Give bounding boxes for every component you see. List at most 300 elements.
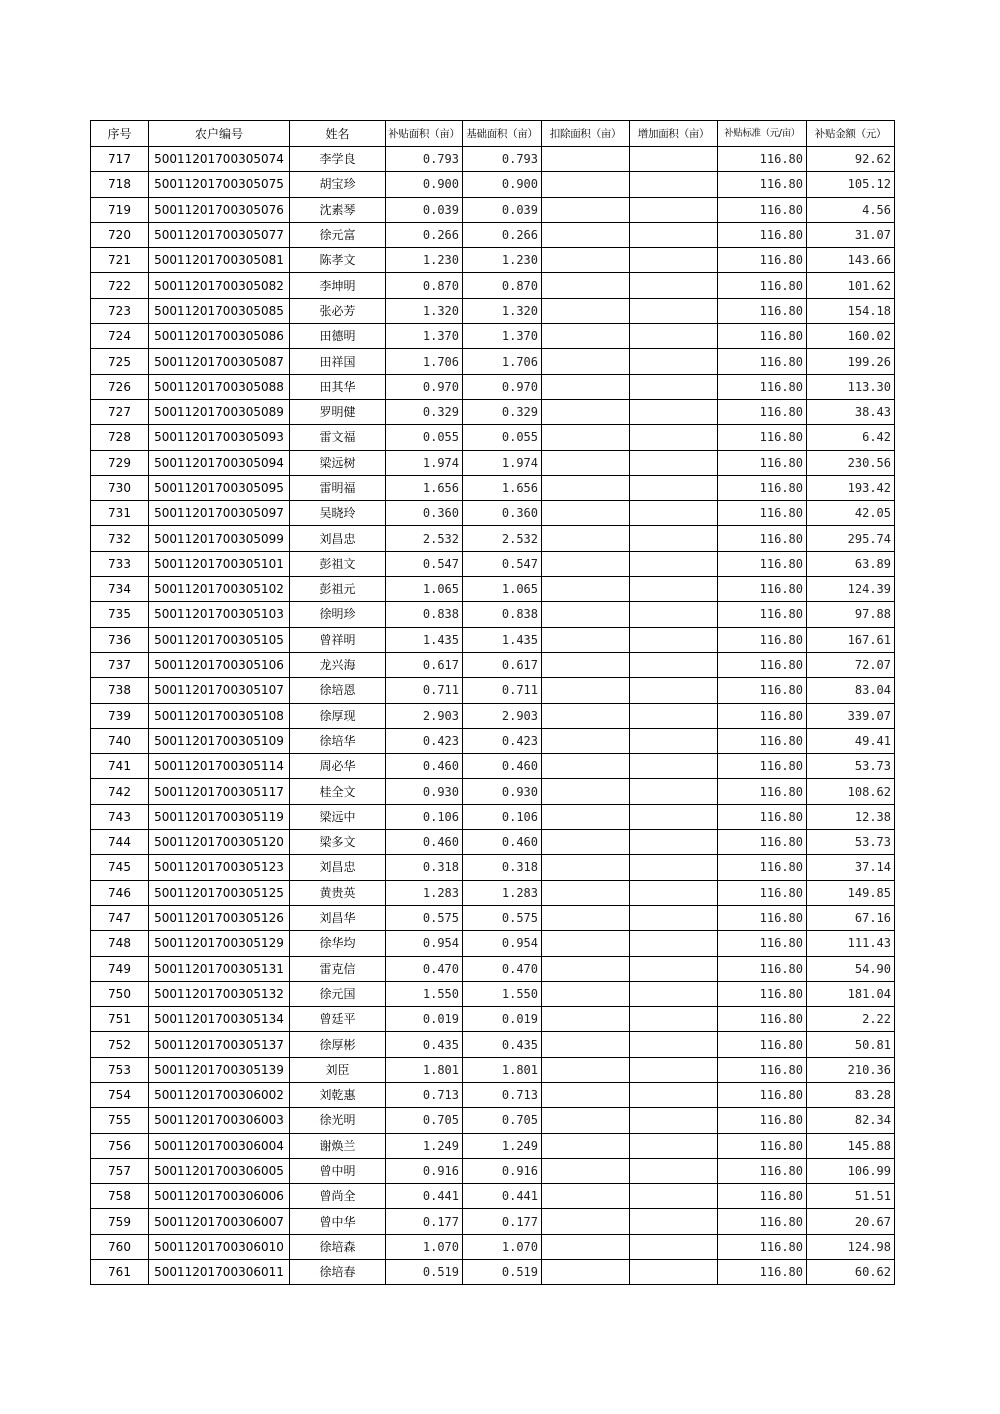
cell-name: 彭祖元 [290, 577, 386, 602]
cell-household-id: 50011201700305087 [149, 349, 290, 374]
cell-added-area [630, 450, 718, 475]
cell-subsidy-area: 0.711 [386, 678, 463, 703]
cell-deducted-area [542, 1234, 630, 1259]
table-row [91, 577, 895, 602]
cell-index: 754 [91, 1082, 149, 1107]
cell-household-id: 50011201700305093 [149, 425, 290, 450]
cell-deducted-area [542, 1032, 630, 1057]
cell-added-area [630, 1260, 718, 1285]
table-row [91, 830, 895, 855]
cell-added-area [630, 804, 718, 829]
cell-household-id: 50011201700306011 [149, 1260, 290, 1285]
cell-household-id: 50011201700305134 [149, 1007, 290, 1032]
cell-name: 黄贵英 [290, 880, 386, 905]
cell-index: 741 [91, 754, 149, 779]
cell-household-id: 50011201700305123 [149, 855, 290, 880]
table-row [91, 551, 895, 576]
cell-added-area [630, 324, 718, 349]
cell-added-area [630, 1209, 718, 1234]
cell-name: 徐培华 [290, 728, 386, 753]
cell-base-area: 0.318 [463, 855, 542, 880]
cell-subsidy-amount: 4.56 [807, 197, 895, 222]
cell-subsidy-area: 0.177 [386, 1209, 463, 1234]
cell-deducted-area [542, 779, 630, 804]
cell-subsidy-amount: 124.98 [807, 1234, 895, 1259]
table-row [91, 804, 895, 829]
cell-subsidy-area: 0.423 [386, 728, 463, 753]
cell-deducted-area [542, 1209, 630, 1234]
col-header-name: 姓名 [290, 121, 386, 147]
cell-name: 田祥国 [290, 349, 386, 374]
cell-name: 徐培森 [290, 1234, 386, 1259]
cell-name: 吴晓玲 [290, 501, 386, 526]
cell-added-area [630, 931, 718, 956]
cell-index: 756 [91, 1133, 149, 1158]
cell-subsidy-rate: 116.80 [718, 1007, 807, 1032]
cell-subsidy-rate: 116.80 [718, 172, 807, 197]
cell-subsidy-rate: 116.80 [718, 425, 807, 450]
cell-subsidy-rate: 116.80 [718, 298, 807, 323]
cell-name: 曾中华 [290, 1209, 386, 1234]
cell-added-area [630, 652, 718, 677]
cell-deducted-area [542, 374, 630, 399]
cell-subsidy-rate: 116.80 [718, 1133, 807, 1158]
cell-subsidy-area: 0.954 [386, 931, 463, 956]
cell-base-area: 0.266 [463, 222, 542, 247]
cell-deducted-area [542, 147, 630, 172]
cell-deducted-area [542, 1108, 630, 1133]
cell-subsidy-area: 0.360 [386, 501, 463, 526]
col-header-subsidy-area: 补贴面积（亩） [386, 121, 463, 147]
cell-subsidy-rate: 116.80 [718, 374, 807, 399]
cell-name: 刘乾惠 [290, 1082, 386, 1107]
cell-deducted-area [542, 880, 630, 905]
cell-name: 徐元富 [290, 222, 386, 247]
cell-subsidy-rate: 116.80 [718, 526, 807, 551]
cell-subsidy-rate: 116.80 [718, 830, 807, 855]
cell-base-area: 0.900 [463, 172, 542, 197]
cell-subsidy-rate: 116.80 [718, 147, 807, 172]
cell-base-area: 0.575 [463, 905, 542, 930]
cell-name: 梁远树 [290, 450, 386, 475]
table-row [91, 222, 895, 247]
cell-name: 徐厚现 [290, 703, 386, 728]
cell-base-area: 0.039 [463, 197, 542, 222]
cell-deducted-area [542, 931, 630, 956]
table-row [91, 248, 895, 273]
cell-name: 曾祥明 [290, 627, 386, 652]
cell-name: 田其华 [290, 374, 386, 399]
cell-name: 胡宝珍 [290, 172, 386, 197]
cell-added-area [630, 349, 718, 374]
cell-index: 720 [91, 222, 149, 247]
table-row [91, 855, 895, 880]
cell-index: 746 [91, 880, 149, 905]
cell-subsidy-amount: 295.74 [807, 526, 895, 551]
cell-household-id: 50011201700305119 [149, 804, 290, 829]
table-row [91, 450, 895, 475]
cell-index: 744 [91, 830, 149, 855]
cell-subsidy-rate: 116.80 [718, 324, 807, 349]
cell-index: 740 [91, 728, 149, 753]
cell-subsidy-amount: 149.85 [807, 880, 895, 905]
cell-subsidy-rate: 116.80 [718, 956, 807, 981]
cell-household-id: 50011201700305088 [149, 374, 290, 399]
cell-name: 雷明福 [290, 475, 386, 500]
cell-added-area [630, 1234, 718, 1259]
cell-deducted-area [542, 425, 630, 450]
cell-subsidy-rate: 116.80 [718, 475, 807, 500]
cell-deducted-area [542, 728, 630, 753]
cell-subsidy-amount: 105.12 [807, 172, 895, 197]
cell-household-id: 50011201700305105 [149, 627, 290, 652]
table-row [91, 172, 895, 197]
table-row [91, 374, 895, 399]
cell-deducted-area [542, 652, 630, 677]
cell-household-id: 50011201700305076 [149, 197, 290, 222]
table-row [91, 1260, 895, 1285]
cell-index: 719 [91, 197, 149, 222]
cell-index: 727 [91, 399, 149, 424]
cell-subsidy-area: 0.039 [386, 197, 463, 222]
cell-household-id: 50011201700306002 [149, 1082, 290, 1107]
cell-subsidy-rate: 116.80 [718, 627, 807, 652]
cell-index: 736 [91, 627, 149, 652]
cell-index: 728 [91, 425, 149, 450]
cell-added-area [630, 172, 718, 197]
cell-base-area: 0.930 [463, 779, 542, 804]
cell-deducted-area [542, 526, 630, 551]
cell-household-id: 50011201700305117 [149, 779, 290, 804]
cell-base-area: 0.713 [463, 1082, 542, 1107]
cell-subsidy-area: 0.106 [386, 804, 463, 829]
cell-subsidy-amount: 199.26 [807, 349, 895, 374]
cell-name: 刘昌忠 [290, 855, 386, 880]
cell-subsidy-area: 2.903 [386, 703, 463, 728]
cell-subsidy-rate: 116.80 [718, 1082, 807, 1107]
cell-index: 748 [91, 931, 149, 956]
cell-deducted-area [542, 273, 630, 298]
cell-subsidy-amount: 124.39 [807, 577, 895, 602]
cell-name: 曾中明 [290, 1158, 386, 1183]
cell-household-id: 50011201700305099 [149, 526, 290, 551]
cell-index: 739 [91, 703, 149, 728]
cell-base-area: 0.705 [463, 1108, 542, 1133]
cell-index: 758 [91, 1184, 149, 1209]
table-row [91, 981, 895, 1006]
cell-subsidy-rate: 116.80 [718, 855, 807, 880]
cell-name: 曾尚全 [290, 1184, 386, 1209]
cell-subsidy-rate: 116.80 [718, 551, 807, 576]
cell-household-id: 50011201700305106 [149, 652, 290, 677]
cell-subsidy-rate: 116.80 [718, 1158, 807, 1183]
cell-base-area: 0.711 [463, 678, 542, 703]
cell-household-id: 50011201700306005 [149, 1158, 290, 1183]
table-row [91, 754, 895, 779]
col-header-subsidy-rate: 补贴标准（元/亩） [718, 121, 807, 147]
cell-deducted-area [542, 551, 630, 576]
cell-household-id: 50011201700305095 [149, 475, 290, 500]
cell-deducted-area [542, 1158, 630, 1183]
cell-added-area [630, 526, 718, 551]
cell-subsidy-amount: 82.34 [807, 1108, 895, 1133]
cell-added-area [630, 1007, 718, 1032]
cell-subsidy-amount: 339.07 [807, 703, 895, 728]
cell-base-area: 1.706 [463, 349, 542, 374]
cell-base-area: 1.230 [463, 248, 542, 273]
table-row [91, 349, 895, 374]
cell-index: 749 [91, 956, 149, 981]
table-row [91, 147, 895, 172]
cell-added-area [630, 399, 718, 424]
cell-index: 761 [91, 1260, 149, 1285]
cell-name: 李学良 [290, 147, 386, 172]
table-row [91, 425, 895, 450]
cell-name: 梁远中 [290, 804, 386, 829]
cell-household-id: 50011201700305094 [149, 450, 290, 475]
cell-subsidy-area: 0.435 [386, 1032, 463, 1057]
cell-base-area: 0.547 [463, 551, 542, 576]
cell-added-area [630, 197, 718, 222]
cell-name: 雷克信 [290, 956, 386, 981]
cell-subsidy-rate: 116.80 [718, 1032, 807, 1057]
cell-subsidy-rate: 116.80 [718, 1234, 807, 1259]
cell-subsidy-amount: 2.22 [807, 1007, 895, 1032]
cell-deducted-area [542, 577, 630, 602]
cell-subsidy-area: 0.575 [386, 905, 463, 930]
cell-added-area [630, 754, 718, 779]
cell-index: 742 [91, 779, 149, 804]
cell-household-id: 50011201700305126 [149, 905, 290, 930]
cell-subsidy-rate: 116.80 [718, 880, 807, 905]
cell-subsidy-area: 1.070 [386, 1234, 463, 1259]
cell-subsidy-area: 1.065 [386, 577, 463, 602]
cell-index: 759 [91, 1209, 149, 1234]
cell-deducted-area [542, 1133, 630, 1158]
cell-base-area: 0.177 [463, 1209, 542, 1234]
cell-subsidy-area: 1.249 [386, 1133, 463, 1158]
cell-subsidy-amount: 101.62 [807, 273, 895, 298]
cell-subsidy-rate: 116.80 [718, 222, 807, 247]
cell-added-area [630, 602, 718, 627]
cell-name: 张必芳 [290, 298, 386, 323]
cell-base-area: 1.283 [463, 880, 542, 905]
cell-subsidy-amount: 143.66 [807, 248, 895, 273]
cell-added-area [630, 501, 718, 526]
col-header-subsidy-amount: 补贴金额（元） [807, 121, 895, 147]
cell-household-id: 50011201700305102 [149, 577, 290, 602]
cell-household-id: 50011201700305114 [149, 754, 290, 779]
table-row [91, 526, 895, 551]
cell-added-area [630, 1032, 718, 1057]
cell-base-area: 0.916 [463, 1158, 542, 1183]
cell-subsidy-area: 0.460 [386, 830, 463, 855]
cell-subsidy-amount: 51.51 [807, 1184, 895, 1209]
cell-index: 718 [91, 172, 149, 197]
cell-added-area [630, 577, 718, 602]
cell-subsidy-area: 0.019 [386, 1007, 463, 1032]
cell-household-id: 50011201700305137 [149, 1032, 290, 1057]
cell-subsidy-area: 1.550 [386, 981, 463, 1006]
cell-base-area: 0.441 [463, 1184, 542, 1209]
cell-deducted-area [542, 1260, 630, 1285]
table-row [91, 1234, 895, 1259]
cell-deducted-area [542, 197, 630, 222]
cell-deducted-area [542, 956, 630, 981]
cell-base-area: 0.870 [463, 273, 542, 298]
cell-added-area [630, 830, 718, 855]
header-row [91, 121, 895, 147]
cell-added-area [630, 475, 718, 500]
cell-added-area [630, 298, 718, 323]
cell-subsidy-amount: 145.88 [807, 1133, 895, 1158]
table-row [91, 905, 895, 930]
cell-subsidy-area: 1.370 [386, 324, 463, 349]
cell-household-id: 50011201700305097 [149, 501, 290, 526]
cell-subsidy-amount: 97.88 [807, 602, 895, 627]
cell-name: 刘昌华 [290, 905, 386, 930]
cell-added-area [630, 374, 718, 399]
cell-subsidy-area: 1.435 [386, 627, 463, 652]
cell-subsidy-area: 1.974 [386, 450, 463, 475]
cell-subsidy-amount: 113.30 [807, 374, 895, 399]
cell-household-id: 50011201700305125 [149, 880, 290, 905]
cell-base-area: 0.460 [463, 830, 542, 855]
table-body [91, 147, 895, 1285]
cell-subsidy-area: 0.470 [386, 956, 463, 981]
cell-added-area [630, 627, 718, 652]
cell-subsidy-rate: 116.80 [718, 1260, 807, 1285]
cell-subsidy-area: 0.970 [386, 374, 463, 399]
table-row [91, 1158, 895, 1183]
cell-name: 桂全文 [290, 779, 386, 804]
cell-index: 717 [91, 147, 149, 172]
table-row [91, 728, 895, 753]
cell-household-id: 50011201700305075 [149, 172, 290, 197]
table-row [91, 399, 895, 424]
cell-added-area [630, 981, 718, 1006]
cell-subsidy-amount: 53.73 [807, 754, 895, 779]
cell-name: 徐华均 [290, 931, 386, 956]
cell-name: 徐培恩 [290, 678, 386, 703]
cell-subsidy-amount: 38.43 [807, 399, 895, 424]
cell-name: 沈素琴 [290, 197, 386, 222]
cell-deducted-area [542, 450, 630, 475]
cell-name: 陈孝文 [290, 248, 386, 273]
cell-index: 733 [91, 551, 149, 576]
cell-household-id: 50011201700305109 [149, 728, 290, 753]
table-row [91, 1007, 895, 1032]
table-row [91, 197, 895, 222]
cell-added-area [630, 779, 718, 804]
cell-subsidy-area: 0.460 [386, 754, 463, 779]
cell-subsidy-rate: 116.80 [718, 1184, 807, 1209]
cell-subsidy-amount: 106.99 [807, 1158, 895, 1183]
cell-subsidy-rate: 116.80 [718, 602, 807, 627]
cell-name: 周必华 [290, 754, 386, 779]
cell-base-area: 1.550 [463, 981, 542, 1006]
cell-subsidy-rate: 116.80 [718, 754, 807, 779]
cell-added-area [630, 1158, 718, 1183]
cell-subsidy-amount: 181.04 [807, 981, 895, 1006]
cell-subsidy-rate: 116.80 [718, 248, 807, 273]
table-row [91, 1133, 895, 1158]
cell-base-area: 1.370 [463, 324, 542, 349]
cell-household-id: 50011201700305139 [149, 1057, 290, 1082]
cell-deducted-area [542, 399, 630, 424]
cell-deducted-area [542, 981, 630, 1006]
cell-deducted-area [542, 324, 630, 349]
cell-deducted-area [542, 804, 630, 829]
cell-subsidy-amount: 63.89 [807, 551, 895, 576]
cell-deducted-area [542, 627, 630, 652]
cell-name: 彭祖文 [290, 551, 386, 576]
cell-name: 徐光明 [290, 1108, 386, 1133]
cell-name: 李坤明 [290, 273, 386, 298]
cell-base-area: 1.070 [463, 1234, 542, 1259]
cell-base-area: 1.435 [463, 627, 542, 652]
subsidy-table [90, 120, 895, 1285]
cell-base-area: 0.954 [463, 931, 542, 956]
cell-subsidy-amount: 154.18 [807, 298, 895, 323]
cell-index: 743 [91, 804, 149, 829]
cell-added-area [630, 1184, 718, 1209]
cell-base-area: 0.435 [463, 1032, 542, 1057]
cell-subsidy-rate: 116.80 [718, 678, 807, 703]
cell-subsidy-amount: 83.28 [807, 1082, 895, 1107]
cell-subsidy-area: 0.705 [386, 1108, 463, 1133]
cell-subsidy-amount: 50.81 [807, 1032, 895, 1057]
cell-index: 735 [91, 602, 149, 627]
cell-index: 752 [91, 1032, 149, 1057]
cell-subsidy-rate: 116.80 [718, 804, 807, 829]
col-header-added-area: 增加面积（亩） [630, 121, 718, 147]
cell-household-id: 50011201700305074 [149, 147, 290, 172]
cell-index: 745 [91, 855, 149, 880]
cell-subsidy-area: 1.320 [386, 298, 463, 323]
table-row [91, 956, 895, 981]
cell-deducted-area [542, 855, 630, 880]
cell-subsidy-amount: 42.05 [807, 501, 895, 526]
cell-added-area [630, 1057, 718, 1082]
cell-subsidy-rate: 116.80 [718, 1108, 807, 1133]
cell-subsidy-area: 0.870 [386, 273, 463, 298]
cell-index: 737 [91, 652, 149, 677]
table-row [91, 1108, 895, 1133]
cell-index: 751 [91, 1007, 149, 1032]
table-row [91, 324, 895, 349]
cell-deducted-area [542, 754, 630, 779]
table-row [91, 1057, 895, 1082]
cell-household-id: 50011201700305081 [149, 248, 290, 273]
cell-deducted-area [542, 703, 630, 728]
cell-base-area: 0.617 [463, 652, 542, 677]
table-row [91, 627, 895, 652]
cell-subsidy-rate: 116.80 [718, 931, 807, 956]
cell-subsidy-area: 0.055 [386, 425, 463, 450]
table-row [91, 1032, 895, 1057]
cell-subsidy-amount: 37.14 [807, 855, 895, 880]
cell-subsidy-area: 0.318 [386, 855, 463, 880]
cell-index: 723 [91, 298, 149, 323]
cell-added-area [630, 703, 718, 728]
cell-added-area [630, 1082, 718, 1107]
cell-added-area [630, 147, 718, 172]
cell-subsidy-area: 0.441 [386, 1184, 463, 1209]
table-row [91, 273, 895, 298]
cell-deducted-area [542, 475, 630, 500]
cell-deducted-area [542, 1184, 630, 1209]
